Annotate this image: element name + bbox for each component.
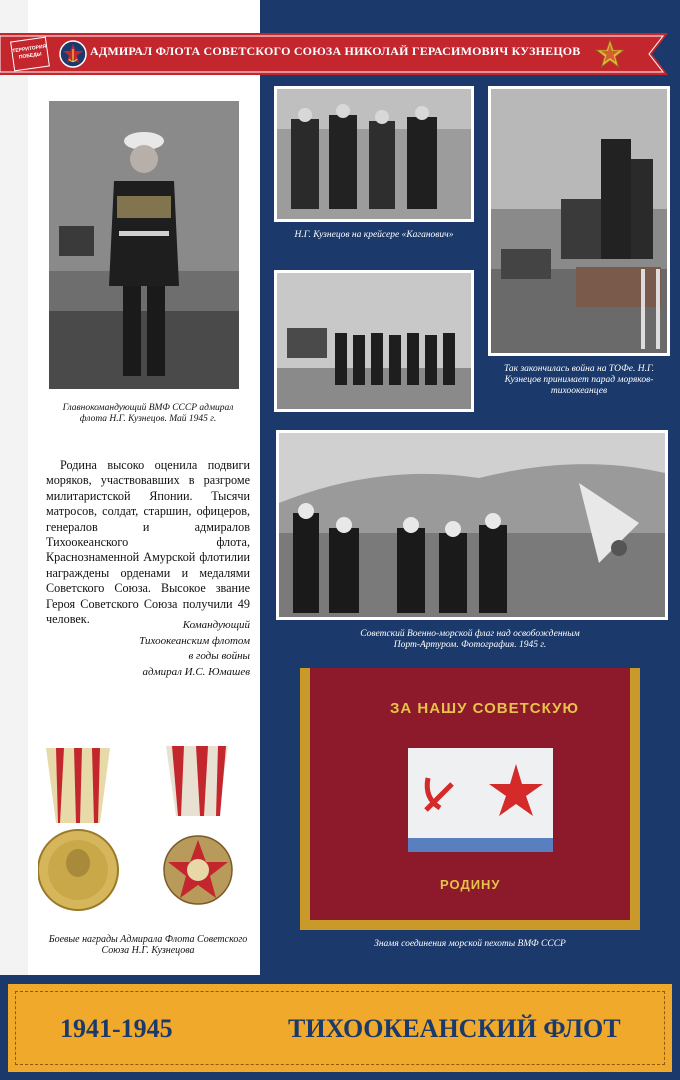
marine-banner-caption: Знамя соединения морской пехоты ВМФ СССР <box>374 939 566 949</box>
footer-gold-plate <box>8 984 672 1072</box>
portrait-caption: Главнокомандующий ВМФ СССР адмирал флота Н.Г. Кузнецов. Май 1945 г. <box>62 403 234 424</box>
banner-bottom-inscription: РОДИНУ <box>440 877 501 892</box>
footer-band <box>0 975 680 1080</box>
left-margin-strip <box>0 0 28 975</box>
cruiser-caption: Н.Г. Кузнецов на крейсере «Каганович» <box>294 230 454 240</box>
awards-caption: Боевые награды Адмирала Флота Советского Союза Н.Г. Кузнецова <box>48 934 248 956</box>
banner-top-inscription: ЗА НАШУ СОВЕТСКУЮ <box>390 700 579 717</box>
signature-block <box>60 618 250 680</box>
gold-star-icon <box>594 38 626 70</box>
signature-line: в годы войны <box>188 650 250 662</box>
parade-caption: Так закончилась война на ТОФе. Н.Г. Кузнецов принимает парад моряков-тихоокеанцев <box>503 364 655 396</box>
medal-victory-over-japan <box>38 748 118 910</box>
navy-emblem-icon <box>58 39 88 69</box>
port-arthur-photo <box>276 430 668 620</box>
footer-title: ТИХООКЕАНСКИЙ ФЛОТ <box>288 1014 621 1043</box>
port-arthur-caption: Советский Военно-морской флаг над освобожденным Порт-Артуром. Фотография. 1945 г. <box>360 629 580 650</box>
signature-line: Командующий <box>182 619 250 631</box>
body-text: Родина высоко оценила подвиги моряков, участвовавших в разгроме милитаристской Японии. Тысячи матросов, солдат, старшин, офицеров, генералов и адмиралов Тихоокеанского флота, Краснознаменной Амурской флотилии награждены орденами и медалями Советского Союза. Высокое звание Героя Советского Союза получили 49 человек. <box>46 458 250 627</box>
cruiser-photo <box>274 86 474 222</box>
signature-line: Тихоокеанским флотом <box>139 634 250 647</box>
parade-photo <box>488 86 670 356</box>
victory-territory-badge: ТЕРРИТОРИЯ ПОБЕДЫ <box>10 37 50 72</box>
footer-years: 1941-1945 <box>60 1014 173 1043</box>
medals-image <box>38 738 248 928</box>
order-of-red-banner <box>164 746 232 904</box>
header-banner <box>0 33 668 75</box>
portrait-photo <box>46 98 242 392</box>
signature-line: адмирал И.С. Юмашев <box>142 665 250 678</box>
sailors-march-photo <box>274 270 474 412</box>
banner-title: АДМИРАЛ ФЛОТА СОВЕТСКОГО СОЮЗА НИКОЛАЙ ГЕРАСИМОВИЧ КУЗНЕЦОВ <box>90 44 581 58</box>
